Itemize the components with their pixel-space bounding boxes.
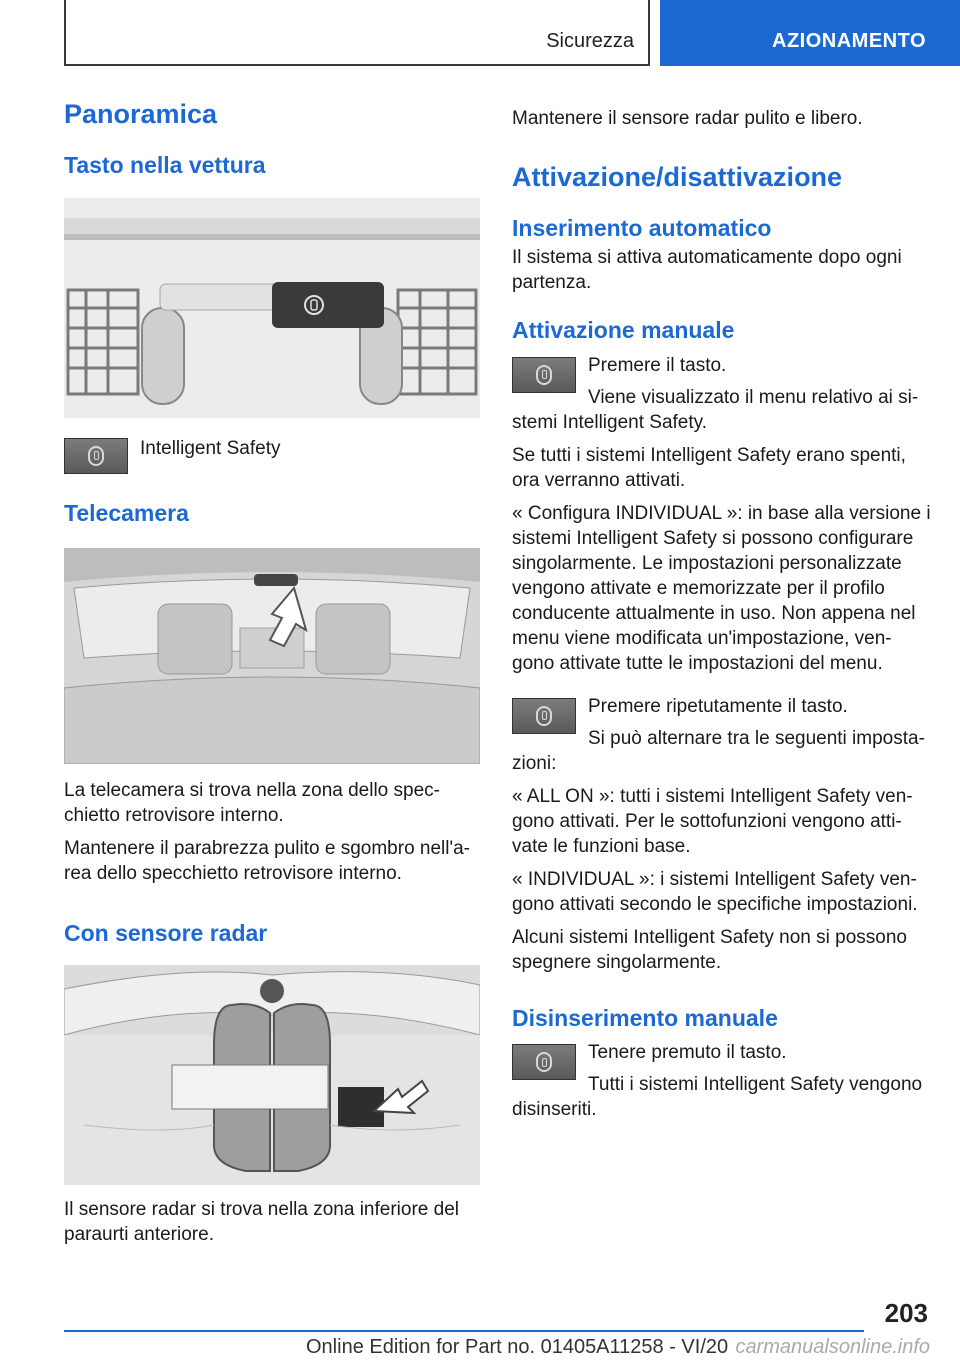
manual-paragraph-3: « Configura INDIVIDUAL »: in base alla versione i sistemi Intelligent Safety si possono configurare singolarmente. Le impostazioni personalizzate vengono attivate e memorizzate per il profilo conducente attualmente in uso. Non appena nel menu viene modificata un'impostazione, ven-gono attivate tutte le impostazioni del menu. [512,502,931,674]
radar-keep-clean: Mantenere il sensore radar pulito e libero. [512,108,863,129]
camera-interior-image [64,548,480,764]
intelligent-safety-row [64,438,480,474]
camera-paragraph-1: La telecamera si trova nella zona dello spec-chietto retrovisore interno. [64,779,440,826]
heading-telecamera: Telecamera [64,499,189,526]
heading-attivazione-manuale: Attivazione manuale [512,316,735,343]
auto-paragraph: Il sistema si attiva automaticamente dopo ogni partenza. [512,246,902,293]
heading-radar: Con sensore radar [64,919,268,946]
page-number: 203 [884,1298,928,1328]
left-column [64,98,480,1247]
heading-attivazione: Attivazione/disattivazione [512,162,843,192]
off-line-2: Tutti i sistemi Intelligent Safety vengono [588,1074,923,1096]
watermark: carmanualsonline.info [735,1336,930,1358]
intelligent-safety-button-icon [512,357,576,393]
intelligent-safety-button-icon [512,1044,576,1080]
heading-inserimento-auto: Inserimento automatico [512,215,772,242]
heading-disinserimento: Disinserimento manuale [512,1004,778,1031]
not-switchable-paragraph: Alcuni sistemi Intelligent Safety non si possono spegnere singolarmente. [512,926,907,973]
manual-paragraph-2: Se tutti i sistemi Intelligent Safety erano spenti, ora verranno attivati. [512,444,906,491]
manual-off-row [512,1040,932,1097]
radar-paragraph-1: Il sensore radar si trova nella zona inferiore del paraurti anteriore. [64,1199,459,1246]
intelligent-safety-label: Intelligent Safety [140,437,281,459]
intelligent-safety-button-icon [512,698,576,734]
manual-on-row [512,353,932,410]
manual-line-2: Viene visualizzato il menu relativo ai si- [588,386,919,408]
individual-paragraph: « INDIVIDUAL »: i sistemi Intelligent Safety ven-gono attivati secondo le specifiche impostazioni. [512,868,918,915]
heading-tasto: Tasto nella vettura [64,152,266,179]
repeat-line-2: Si può alternare tra le seguenti imposta- [588,727,925,749]
camera-paragraph-2: Mantenere il parabrezza pulito e sgombro nell'a-rea dello specchietto retrovisore interno. [64,837,471,884]
manual-line-3: stemi Intelligent Safety. [512,411,708,433]
footer-divider [64,1330,864,1332]
section-title: Sicurezza [546,30,634,52]
right-column [512,98,932,1122]
intelligent-safety-button-icon [64,438,128,474]
header-box [64,0,650,66]
chapter-tab: AZIONAMENTO [660,0,960,66]
dashboard-image [64,198,480,418]
allon-paragraph: « ALL ON »: tutti i sistemi Intelligent Safety ven-gono attivati. Per le sottofunzioni vengono atti-vate le funzioni base. [512,785,913,857]
radar-front-image [64,965,480,1185]
repeat-line-3: zioni: [512,752,557,774]
footer-edition: Online Edition for Part no. 01405A11258 - VI/20 [306,1336,729,1358]
off-line-3: disinseriti. [512,1099,597,1121]
off-line-1: Tenere premuto il tasto. [588,1042,787,1064]
repeat-row [512,694,932,751]
page-title: Panoramica [64,99,218,129]
manual-line-1: Premere il tasto. [588,354,727,376]
repeat-line-1: Premere ripetutamente il tasto. [588,695,848,717]
